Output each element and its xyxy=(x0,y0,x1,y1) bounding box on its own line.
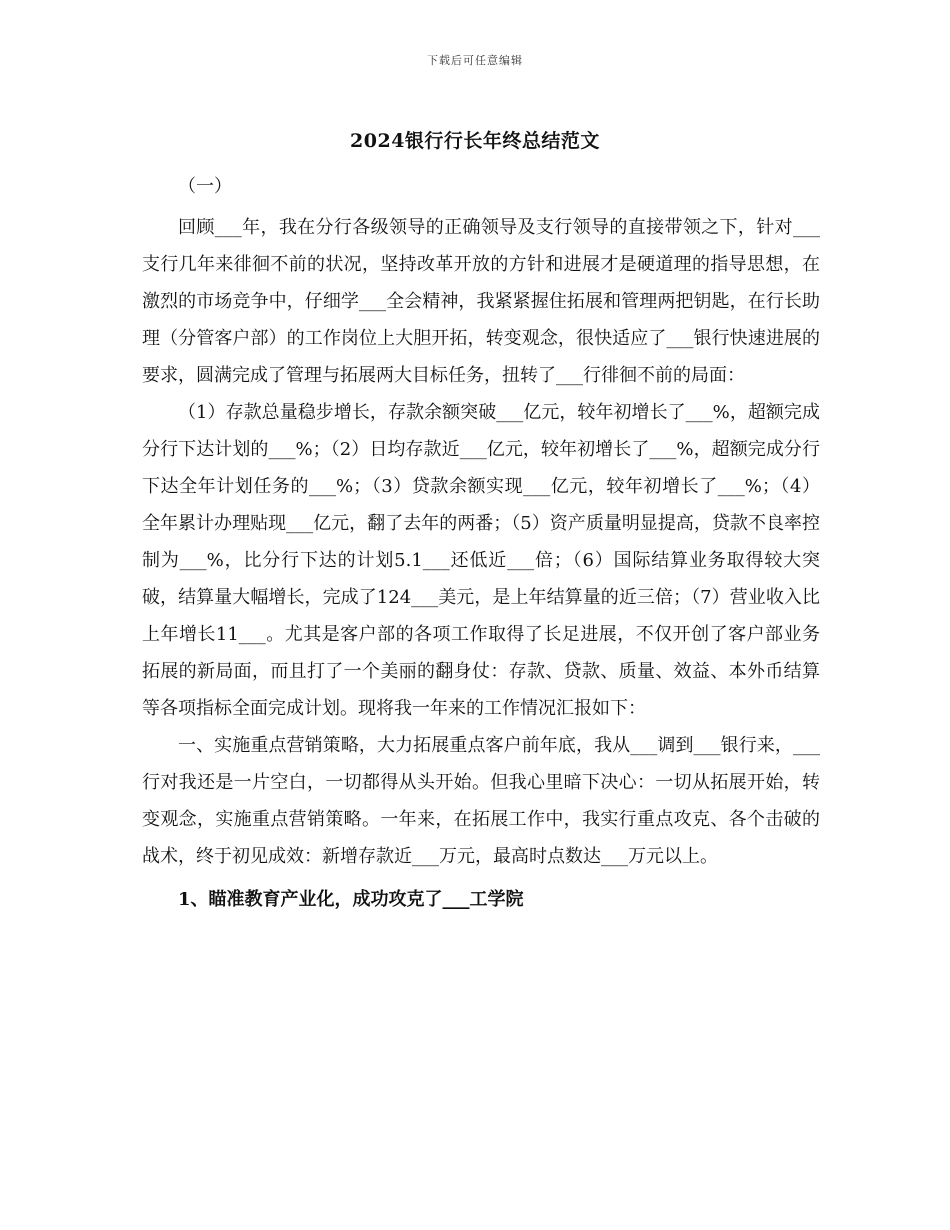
header-note: 下载后可任意编辑 xyxy=(427,54,523,67)
document-body xyxy=(142,168,820,918)
section-label: （一） xyxy=(178,176,232,197)
paragraph-intro: 回顾___年，我在分行各级领导的正确领导及支行领导的直接带领之下，针对___支行几年来徘徊不前的状况，坚持改革开放的方针和进展才是硬道理的指导思想，在激烈的市场竞争中，仔细学___全会精神，我紧紧握住拓展和管理两把钥匙，在行长助理（分管客户部）的工作岗位上大胆开拓，转变观念，很快适应了___银行快速进展的要求，圆满完成了管理与拓展两大目标任务，扭转了___行徘徊不前的局面： xyxy=(142,217,820,386)
paragraph-section-one: 一、实施重点营销策略，大力拓展重点客户前年底，我从___调到___银行来，___行对我还是一片空白，一切都得从头开始。但我心里暗下决心：一切从拓展开始，转变观念，实施重点营销策略。一年来，在拓展工作中，我实行重点攻克、各个击破的战术，终于初见成效：新增存款近___万元，最高时点数达___万元以上。 xyxy=(142,735,820,867)
paragraph-results: （1）存款总量稳步增长，存款余额突破___亿元，较年初增长了___%，超额完成分行下达计划的___%；（2）日均存款近___亿元，较年初增长了___%，超额完成分行下达全年计划任务的___%；（3）贷款余额实现___亿元，较年初增长了___%；（4）全年累计办理贴现___亿元，翻了去年的两番；（5）资产质量明显提高，贷款不良率控制为___%，比分行下达的计划5.1___还低近___倍；（6）国际结算业务取得较大突破，结算量大幅增长，完成了124___美元，是上年结算量的近三倍；（7）营业收入比上年增长11___。尤其是客户部的各项工作取得了长足进展，不仅开创了客户部业务拓展的新局面，而且打了一个美丽的翻身仗：存款、贷款、质量、效益、本外币结算等各项指标全面完成计划。现将我一年来的工作情况汇报如下： xyxy=(142,402,820,719)
subheading: 1、瞄准教育产业化，成功攻克了___工学院 xyxy=(178,889,524,910)
document-title: 2024银行行长年终总结范文 xyxy=(350,130,600,152)
